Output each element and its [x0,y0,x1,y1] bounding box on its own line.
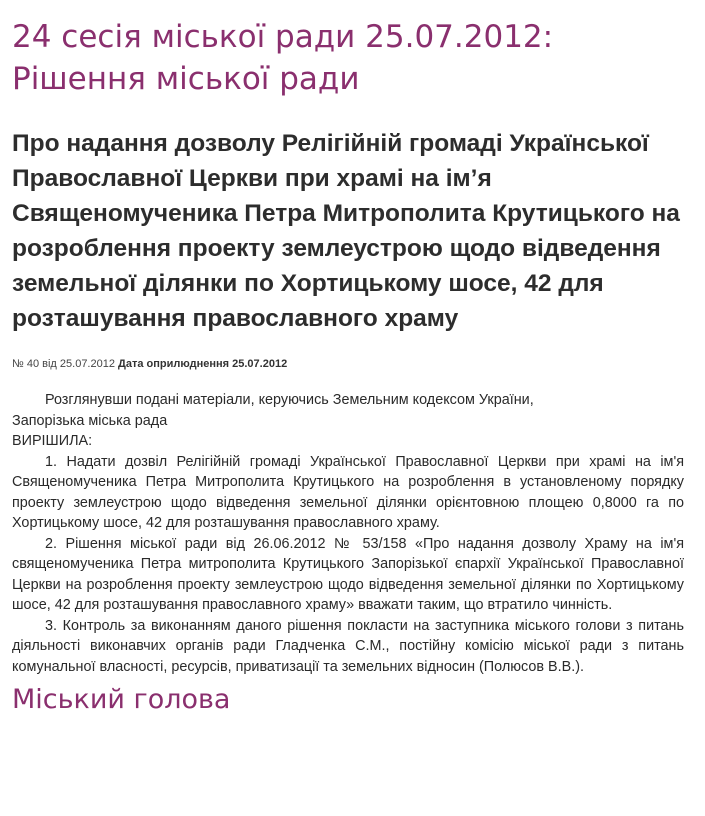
decision-number: № 40 від 25.07.2012 [12,358,115,370]
publication-date: Дата оприлюднення 25.07.2012 [118,358,288,370]
decision-item-3: 3. Контроль за виконанням даного рішення покласти на заступника міського голови з питань діяльності виконавчих органів ради Гладченка С.М., постійну комісію міської ради з питань комунальної власності, ресурсів, приватизації та земельних відносин (Полюсов В.В.). [12,617,684,675]
decision-body [12,390,684,677]
decision-item-2: 2. Рішення міської ради від 26.06.2012 № 53/158 «Про надання дозволу Храму на ім'я священомученика Петра митрополита Крутицького Запорізької єпархії Української Православної Церкви на розроблення проекту землеустрою щодо відведення земельної ділянки по Хортицькому шосе, 42 для розташування православного храму» вважати таким, що втратило чинність. [12,535,684,613]
document-page [0,16,705,717]
session-title: 24 сесія міської ради 25.07.2012: Рішення міської ради [12,19,554,97]
decision-title: Про надання дозволу Релігійній громаді Української Православної Церкви при храмі на ім’я Священомученика Петра Митрополита Крутицького на розроблення проекту землеустрою щодо відведення земельної ділянки по Хортицькому шосе, 42 для розташування православного храму [12,130,680,332]
decision-item-1: 1. Надати дозвіл Релігійній громаді Української Православної Церкви при храмі на ім'я Священомученика Петра Митрополита Крутицького на розроблення в установленому порядку проекту землеустрою щодо відведення земельної ділянки орієнтовною площею 0,8000 га по Хортицькому шосе, 42 для розташування православного храму. [12,453,684,531]
council-name: Запорізька міська рада [12,412,168,429]
resolved-label: ВИРІШИЛА: [12,433,93,449]
decision-meta [12,357,684,371]
intro-paragraph: Розглянувши подані матеріали, керуючись Земельним кодексом України, [45,392,534,408]
signature-heading: Міський голова [12,684,231,715]
